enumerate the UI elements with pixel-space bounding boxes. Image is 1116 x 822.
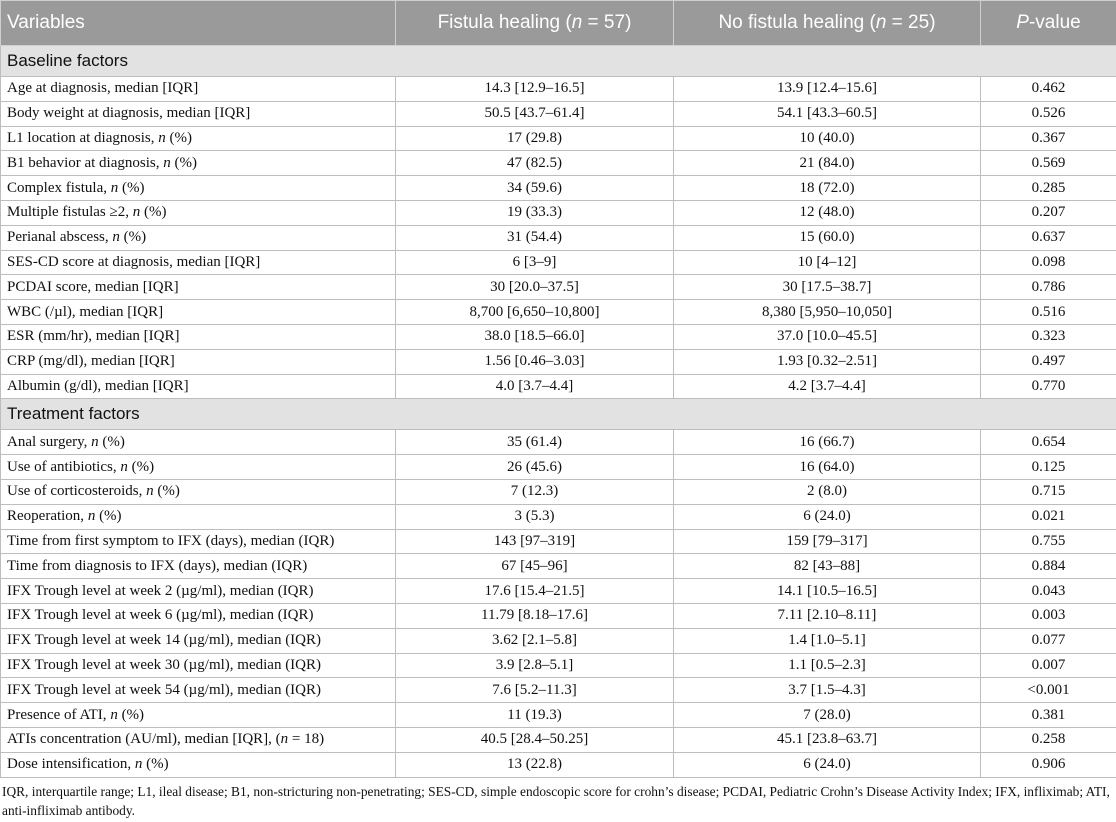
p-value-cell: 0.884 <box>981 554 1116 579</box>
no-fistula-healing-cell: 37.0 [10.0–45.5] <box>674 324 981 349</box>
p-value-cell: 0.770 <box>981 374 1116 399</box>
fistula-healing-cell: 17.6 [15.4–21.5] <box>396 579 674 604</box>
p-value-cell: 0.381 <box>981 703 1116 728</box>
variable-cell: IFX Trough level at week 2 (µg/ml), median (IQR) <box>1 579 396 604</box>
p-value-cell: 0.367 <box>981 126 1116 151</box>
table-row <box>1 200 1116 225</box>
fistula-healing-cell: 19 (33.3) <box>396 200 674 225</box>
variable-cell: Presence of ATI, n (%) <box>1 703 396 728</box>
table-row <box>1 579 1116 604</box>
table-row <box>1 225 1116 250</box>
table-footnote: IQR, interquartile range; L1, ileal disease; B1, non-stricturing non-penetrating; SES-CD, simple endoscopic score for crohn’s disease; PCDAI, Pediatric Crohn’s Disease Activity Index; IFX, infliximab; ATI, anti-infliximab antibody. <box>2 784 1110 818</box>
fistula-healing-cell: 31 (54.4) <box>396 225 674 250</box>
fistula-healing-cell: 13 (22.8) <box>396 752 674 777</box>
fistula-healing-cell: 35 (61.4) <box>396 430 674 455</box>
variable-cell: Dose intensification, n (%) <box>1 752 396 777</box>
variable-cell: Anal surgery, n (%) <box>1 430 396 455</box>
fistula-healing-cell: 8,700 [6,650–10,800] <box>396 300 674 325</box>
variable-cell: IFX Trough level at week 54 (µg/ml), median (IQR) <box>1 678 396 703</box>
no-fistula-healing-cell: 13.9 [12.4–15.6] <box>674 77 981 102</box>
header-fistula-healing: Fistula healing (n = 57) <box>396 1 674 46</box>
p-value-cell: 0.526 <box>981 101 1116 126</box>
section-title: Treatment factors <box>1 399 1116 430</box>
variable-cell: IFX Trough level at week 30 (µg/ml), median (IQR) <box>1 653 396 678</box>
table-row <box>1 349 1116 374</box>
variable-cell: Use of corticosteroids, n (%) <box>1 479 396 504</box>
no-fistula-healing-cell: 4.2 [3.7–4.4] <box>674 374 981 399</box>
no-fistula-healing-cell: 1.93 [0.32–2.51] <box>674 349 981 374</box>
variable-cell: Reoperation, n (%) <box>1 504 396 529</box>
no-fistula-healing-cell: 10 [4–12] <box>674 250 981 275</box>
no-fistula-healing-cell: 45.1 [23.8–63.7] <box>674 727 981 752</box>
table-body <box>1 46 1116 778</box>
variable-cell: Time from first symptom to IFX (days), median (IQR) <box>1 529 396 554</box>
no-fistula-healing-cell: 6 (24.0) <box>674 752 981 777</box>
p-value-cell: 0.003 <box>981 603 1116 628</box>
no-fistula-healing-cell: 10 (40.0) <box>674 126 981 151</box>
header-p-value: P-value <box>981 1 1116 46</box>
fistula-healing-cell: 14.3 [12.9–16.5] <box>396 77 674 102</box>
variable-cell: Multiple fistulas ≥2, n (%) <box>1 200 396 225</box>
fistula-healing-cell: 1.56 [0.46–3.03] <box>396 349 674 374</box>
table-row <box>1 77 1116 102</box>
p-value-cell: 0.021 <box>981 504 1116 529</box>
section-header-row <box>1 399 1116 430</box>
p-value-cell: <0.001 <box>981 678 1116 703</box>
variable-cell: SES-CD score at diagnosis, median [IQR] <box>1 250 396 275</box>
p-value-cell: 0.043 <box>981 579 1116 604</box>
p-value-cell: 0.323 <box>981 324 1116 349</box>
fistula-healing-cell: 47 (82.5) <box>396 151 674 176</box>
p-value-cell: 0.654 <box>981 430 1116 455</box>
no-fistula-healing-cell: 15 (60.0) <box>674 225 981 250</box>
no-fistula-healing-cell: 7 (28.0) <box>674 703 981 728</box>
no-fistula-healing-cell: 6 (24.0) <box>674 504 981 529</box>
p-value-cell: 0.007 <box>981 653 1116 678</box>
fistula-healing-cell: 11.79 [8.18–17.6] <box>396 603 674 628</box>
table-row <box>1 324 1116 349</box>
p-value-cell: 0.125 <box>981 455 1116 480</box>
variable-cell: IFX Trough level at week 6 (µg/ml), median (IQR) <box>1 603 396 628</box>
p-value-cell: 0.755 <box>981 529 1116 554</box>
variable-cell: L1 location at diagnosis, n (%) <box>1 126 396 151</box>
fistula-healing-cell: 7.6 [5.2–11.3] <box>396 678 674 703</box>
fistula-healing-cell: 3.9 [2.8–5.1] <box>396 653 674 678</box>
table-row <box>1 176 1116 201</box>
no-fistula-healing-cell: 16 (66.7) <box>674 430 981 455</box>
table-row <box>1 554 1116 579</box>
no-fistula-healing-cell: 3.7 [1.5–4.3] <box>674 678 981 703</box>
variable-cell: ATIs concentration (AU/ml), median [IQR], (n = 18) <box>1 727 396 752</box>
p-value-cell: 0.497 <box>981 349 1116 374</box>
variable-cell: Albumin (g/dl), median [IQR] <box>1 374 396 399</box>
no-fistula-healing-cell: 1.1 [0.5–2.3] <box>674 653 981 678</box>
header-variables: Variables <box>1 1 396 46</box>
variable-cell: WBC (/µl), median [IQR] <box>1 300 396 325</box>
table-row <box>1 250 1116 275</box>
table-row <box>1 374 1116 399</box>
table-row <box>1 151 1116 176</box>
table-row <box>1 504 1116 529</box>
p-value-cell: 0.516 <box>981 300 1116 325</box>
fistula-healing-cell: 50.5 [43.7–61.4] <box>396 101 674 126</box>
header-row <box>1 1 1116 46</box>
variable-cell: IFX Trough level at week 14 (µg/ml), median (IQR) <box>1 628 396 653</box>
no-fistula-healing-cell: 16 (64.0) <box>674 455 981 480</box>
table-row <box>1 703 1116 728</box>
variable-cell: Age at diagnosis, median [IQR] <box>1 77 396 102</box>
no-fistula-healing-cell: 21 (84.0) <box>674 151 981 176</box>
table-row <box>1 653 1116 678</box>
no-fistula-healing-cell: 30 [17.5–38.7] <box>674 275 981 300</box>
variable-cell: CRP (mg/dl), median [IQR] <box>1 349 396 374</box>
section-title: Baseline factors <box>1 46 1116 77</box>
fistula-healing-cell: 40.5 [28.4–50.25] <box>396 727 674 752</box>
table-row <box>1 603 1116 628</box>
table-row <box>1 752 1116 777</box>
table-row <box>1 678 1116 703</box>
no-fistula-healing-cell: 54.1 [43.3–60.5] <box>674 101 981 126</box>
variable-cell: ESR (mm/hr), median [IQR] <box>1 324 396 349</box>
p-value-cell: 0.786 <box>981 275 1116 300</box>
p-value-cell: 0.258 <box>981 727 1116 752</box>
fistula-healing-cell: 34 (59.6) <box>396 176 674 201</box>
variable-cell: Body weight at diagnosis, median [IQR] <box>1 101 396 126</box>
variable-cell: Time from diagnosis to IFX (days), median (IQR) <box>1 554 396 579</box>
fistula-healing-cell: 26 (45.6) <box>396 455 674 480</box>
no-fistula-healing-cell: 14.1 [10.5–16.5] <box>674 579 981 604</box>
no-fistula-healing-cell: 18 (72.0) <box>674 176 981 201</box>
fistula-healing-cell: 30 [20.0–37.5] <box>396 275 674 300</box>
variable-cell: PCDAI score, median [IQR] <box>1 275 396 300</box>
table-row <box>1 126 1116 151</box>
p-value-cell: 0.462 <box>981 77 1116 102</box>
fistula-healing-cell: 11 (19.3) <box>396 703 674 728</box>
fistula-healing-cell: 17 (29.8) <box>396 126 674 151</box>
fistula-healing-cell: 7 (12.3) <box>396 479 674 504</box>
table-row <box>1 455 1116 480</box>
table-row <box>1 275 1116 300</box>
variable-cell: Complex fistula, n (%) <box>1 176 396 201</box>
p-value-cell: 0.098 <box>981 250 1116 275</box>
p-value-cell: 0.207 <box>981 200 1116 225</box>
no-fistula-healing-cell: 2 (8.0) <box>674 479 981 504</box>
no-fistula-healing-cell: 8,380 [5,950–10,050] <box>674 300 981 325</box>
table-row <box>1 529 1116 554</box>
fistula-healing-cell: 38.0 [18.5–66.0] <box>396 324 674 349</box>
variable-cell: B1 behavior at diagnosis, n (%) <box>1 151 396 176</box>
fistula-healing-cell: 143 [97–319] <box>396 529 674 554</box>
p-value-cell: 0.077 <box>981 628 1116 653</box>
header-no-fistula-healing: No fistula healing (n = 25) <box>674 1 981 46</box>
no-fistula-healing-cell: 7.11 [2.10–8.11] <box>674 603 981 628</box>
section-header-row <box>1 46 1116 77</box>
p-value-cell: 0.285 <box>981 176 1116 201</box>
no-fistula-healing-cell: 1.4 [1.0–5.1] <box>674 628 981 653</box>
no-fistula-healing-cell: 82 [43–88] <box>674 554 981 579</box>
fistula-healing-cell: 67 [45–96] <box>396 554 674 579</box>
table-row <box>1 628 1116 653</box>
table-row <box>1 430 1116 455</box>
variable-cell: Perianal abscess, n (%) <box>1 225 396 250</box>
p-value-cell: 0.569 <box>981 151 1116 176</box>
table-row <box>1 727 1116 752</box>
no-fistula-healing-cell: 159 [79–317] <box>674 529 981 554</box>
fistula-healing-cell: 6 [3–9] <box>396 250 674 275</box>
fistula-healing-cell: 3 (5.3) <box>396 504 674 529</box>
table-row <box>1 479 1116 504</box>
fistula-healing-cell: 3.62 [2.1–5.8] <box>396 628 674 653</box>
p-value-cell: 0.637 <box>981 225 1116 250</box>
table-row <box>1 300 1116 325</box>
p-value-cell: 0.906 <box>981 752 1116 777</box>
no-fistula-healing-cell: 12 (48.0) <box>674 200 981 225</box>
variable-cell: Use of antibiotics, n (%) <box>1 455 396 480</box>
p-value-cell: 0.715 <box>981 479 1116 504</box>
table-row <box>1 101 1116 126</box>
fistula-healing-cell: 4.0 [3.7–4.4] <box>396 374 674 399</box>
